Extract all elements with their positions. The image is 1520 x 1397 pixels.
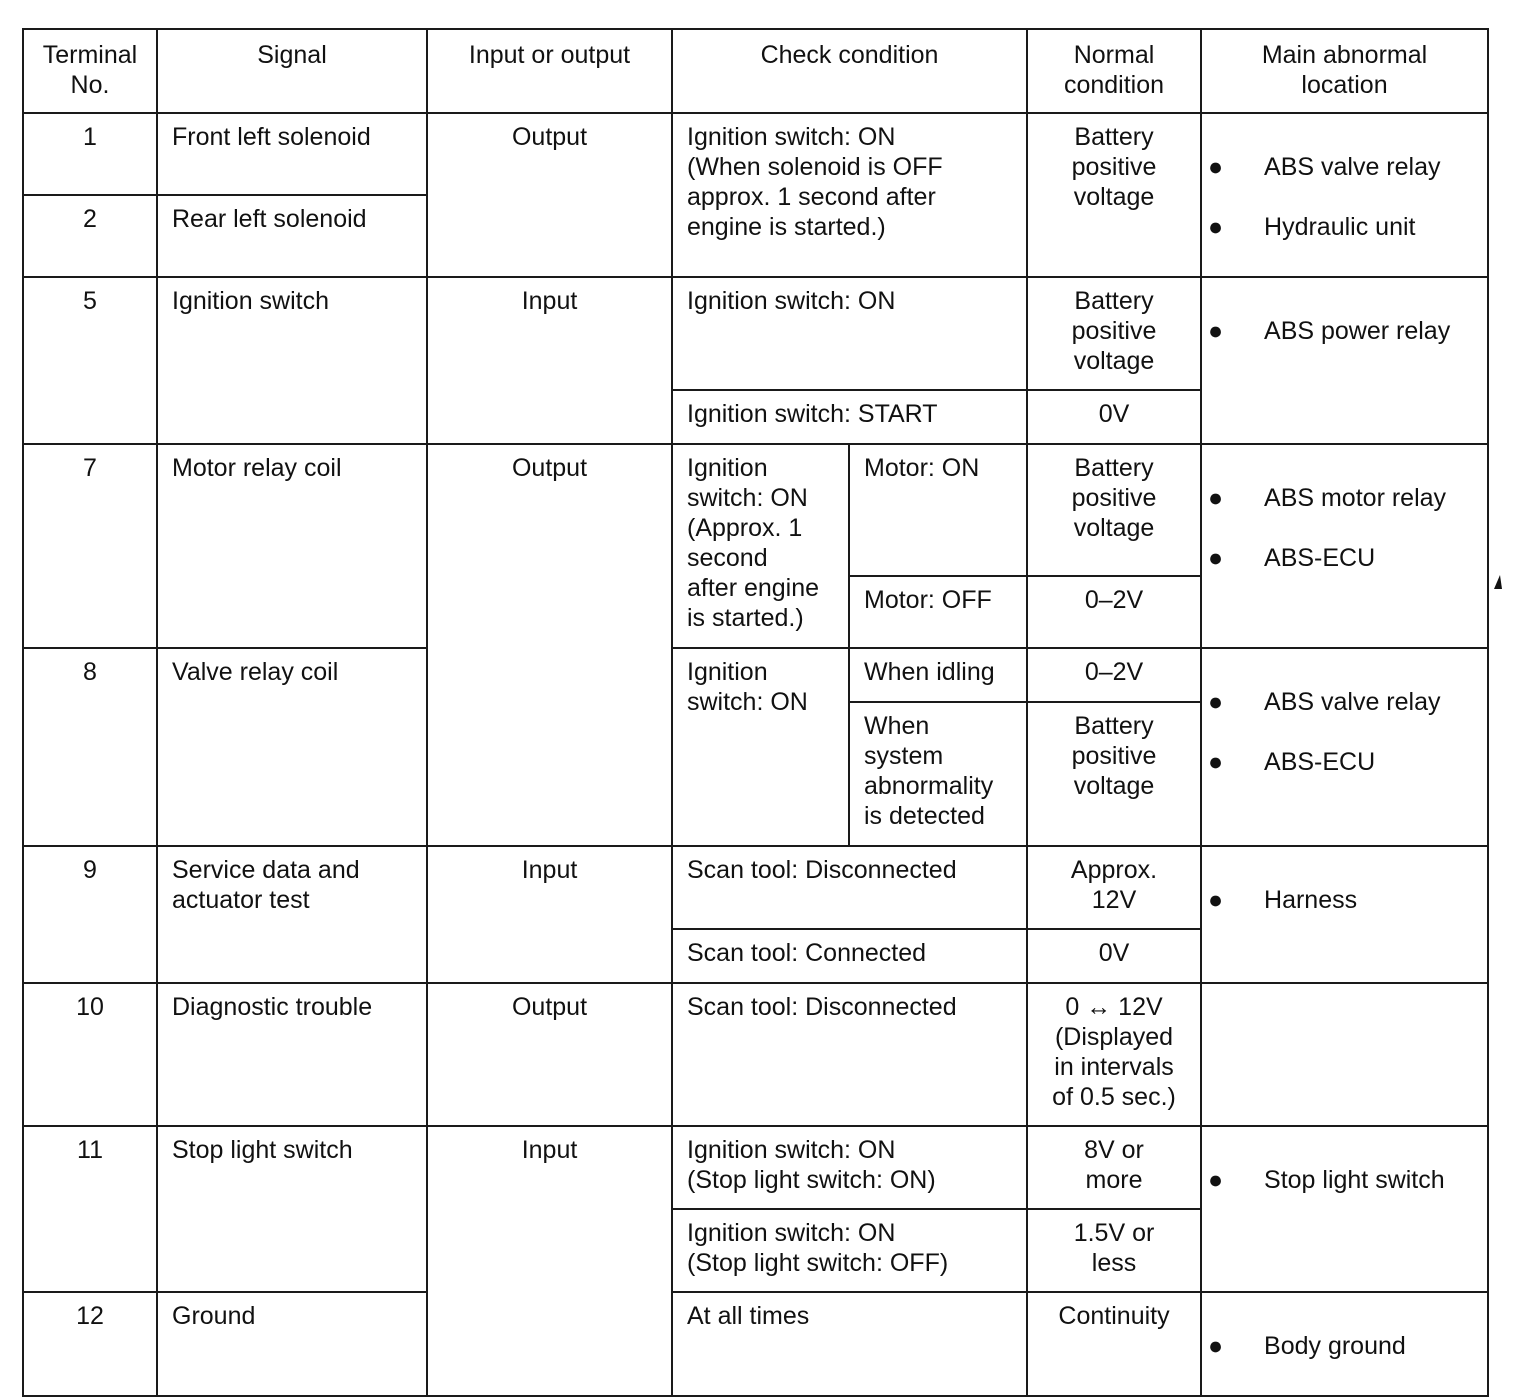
signal-name: Diagnostic trouble: [157, 983, 427, 1126]
table-row: [23, 1126, 1488, 1209]
input-output: Input: [427, 1126, 672, 1396]
abnormal-location: [1201, 1292, 1488, 1396]
table-row: [23, 983, 1488, 1126]
bullet-icon: ●: [1208, 484, 1224, 512]
abnormal-item: ● ABS valve relay: [1208, 688, 1441, 716]
table-row: [23, 1292, 1488, 1396]
header-check-condition: Check condition: [672, 29, 1027, 113]
input-output: Output: [427, 444, 672, 846]
normal-condition: 0–2V: [1027, 576, 1201, 648]
terminal-check-table: [22, 28, 1489, 1397]
bullet-icon: ●: [1208, 317, 1224, 345]
abnormal-location: [1201, 1126, 1488, 1292]
abnormal-item: ● ABS-ECU: [1208, 748, 1376, 776]
signal-name: Front left solenoid: [157, 113, 427, 195]
signal-name: Stop light switch: [157, 1126, 427, 1292]
header-abnormal-location: Main abnormal location: [1201, 29, 1488, 113]
abnormal-item: ● ABS power relay: [1208, 317, 1451, 345]
scan-mark-icon: [1494, 575, 1502, 589]
input-output: Input: [427, 846, 672, 983]
header-signal: Signal: [157, 29, 427, 113]
check-sub-condition: When idling: [849, 648, 1027, 702]
check-condition: Ignition switch: ON (Stop light switch: OFF): [672, 1209, 1027, 1292]
input-output: Output: [427, 983, 672, 1126]
normal-condition: Battery positive voltage: [1027, 702, 1201, 846]
normal-condition: 0 ↔ 12V (Displayed in intervals of 0.5 sec.): [1027, 983, 1201, 1126]
bullet-icon: ●: [1208, 1166, 1224, 1194]
check-condition: Ignition switch: ON (Approx. 1 second after engine is started.): [672, 444, 849, 648]
abnormal-location: [1201, 648, 1488, 846]
abnormal-item: ● Body ground: [1208, 1332, 1406, 1360]
terminal-number: 1: [23, 113, 157, 195]
header-terminal: Terminal No.: [23, 29, 157, 113]
abnormal-item: ● ABS-ECU: [1208, 544, 1376, 572]
check-condition: Ignition switch: START: [672, 390, 1027, 444]
terminal-number: 10: [23, 983, 157, 1126]
check-condition: Ignition switch: ON (Stop light switch: ON): [672, 1126, 1027, 1209]
input-output: Input: [427, 277, 672, 444]
abnormal-location: [1201, 113, 1488, 277]
check-sub-condition: Motor: OFF: [849, 576, 1027, 648]
signal-name: Ignition switch: [157, 277, 427, 444]
normal-condition: 1.5V or less: [1027, 1209, 1201, 1292]
check-condition: Ignition switch: ON: [672, 648, 849, 846]
terminal-number: 12: [23, 1292, 157, 1396]
normal-condition: Battery positive voltage: [1027, 113, 1201, 277]
signal-name: Rear left solenoid: [157, 195, 427, 277]
table-row: [23, 277, 1488, 390]
signal-name: Valve relay coil: [157, 648, 427, 846]
check-condition: At all times: [672, 1292, 1027, 1396]
abnormal-location: [1201, 444, 1488, 648]
normal-condition: 0V: [1027, 390, 1201, 444]
abnormal-item: ● ABS valve relay: [1208, 153, 1441, 181]
table-row: [23, 113, 1488, 195]
input-output: Output: [427, 113, 672, 277]
table-row: [23, 648, 1488, 702]
normal-condition: 0–2V: [1027, 648, 1201, 702]
check-sub-condition: When system abnormality is detected: [849, 702, 1027, 846]
check-sub-condition: Motor: ON: [849, 444, 1027, 576]
abnormal-location: [1201, 983, 1488, 1126]
signal-name: Motor relay coil: [157, 444, 427, 648]
bullet-icon: ●: [1208, 1332, 1224, 1360]
abnormal-item: ● Hydraulic unit: [1208, 213, 1416, 241]
header-row: [23, 29, 1488, 113]
normal-condition: Continuity: [1027, 1292, 1201, 1396]
check-condition: Ignition switch: ON (When solenoid is OFF approx. 1 second after engine is started.): [672, 113, 1027, 277]
bullet-icon: ●: [1208, 688, 1224, 716]
abnormal-location: [1201, 846, 1488, 983]
bullet-icon: ●: [1208, 748, 1224, 776]
check-condition: Scan tool: Disconnected: [672, 846, 1027, 929]
abnormal-item: ● Stop light switch: [1208, 1166, 1445, 1194]
header-input-output: Input or output: [427, 29, 672, 113]
terminal-number: 8: [23, 648, 157, 846]
bullet-icon: ●: [1208, 544, 1224, 572]
bullet-icon: ●: [1208, 213, 1224, 241]
table-row: [23, 846, 1488, 929]
normal-condition: Approx. 12V: [1027, 846, 1201, 929]
bullet-icon: ●: [1208, 153, 1224, 181]
terminal-number: 2: [23, 195, 157, 277]
normal-condition: 8V or more: [1027, 1126, 1201, 1209]
abnormal-location: [1201, 277, 1488, 444]
normal-condition: Battery positive voltage: [1027, 444, 1201, 576]
abnormal-item: ● Harness: [1208, 886, 1358, 914]
check-condition: Scan tool: Connected: [672, 929, 1027, 983]
header-normal-condition: Normal condition: [1027, 29, 1201, 113]
abnormal-item: ● ABS motor relay: [1208, 484, 1447, 512]
bullet-icon: ●: [1208, 886, 1224, 914]
signal-name: Service data and actuator test: [157, 846, 427, 983]
terminal-number: 7: [23, 444, 157, 648]
check-condition: Ignition switch: ON: [672, 277, 1027, 390]
table-row: [23, 444, 1488, 576]
normal-condition: 0V: [1027, 929, 1201, 983]
normal-condition: Battery positive voltage: [1027, 277, 1201, 390]
terminal-number: 5: [23, 277, 157, 444]
terminal-number: 9: [23, 846, 157, 983]
check-condition: Scan tool: Disconnected: [672, 983, 1027, 1126]
terminal-number: 11: [23, 1126, 157, 1292]
signal-name: Ground: [157, 1292, 427, 1396]
